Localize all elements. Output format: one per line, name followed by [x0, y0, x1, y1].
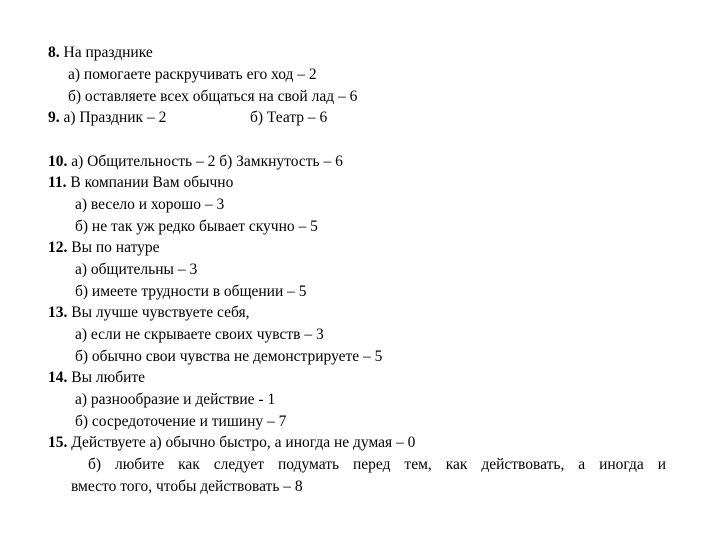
question-15	[48, 432, 415, 453]
question-8-option-b: б) оставляете всех общаться на свой лад – 6	[68, 88, 358, 105]
question-10-option-b: б) Замкнутость – 6	[219, 153, 343, 170]
question-12-option-a: а) общительны – 3	[75, 261, 198, 278]
question-text: На празднике	[63, 44, 153, 61]
question-11-option-a: а) весело и хорошо – 3	[75, 196, 225, 213]
question-13	[48, 302, 249, 323]
question-14-option-b: б) сосредоточение и тишину – 7	[75, 413, 287, 430]
question-14	[48, 367, 145, 388]
question-11-option-b: б) не так уж редко бывает скучно – 5	[75, 218, 318, 235]
question-text: В компании Вам обычно	[70, 174, 234, 191]
question-number: 13.	[48, 304, 68, 321]
question-10-option-a: а) Общительность – 2	[71, 153, 216, 170]
question-9-option-b: б) Театр – 6	[250, 109, 328, 126]
question-text: Вы лучше чувствуете себя,	[71, 304, 250, 321]
question-12	[48, 237, 160, 258]
question-14-option-a: а) разнообразие и действие - 1	[75, 391, 276, 408]
question-text: Действуете а) обычно быстро, а иногда не думая – 0	[71, 434, 416, 451]
question-text: Вы по натуре	[71, 239, 160, 256]
question-13-option-a: а) если не скрываете своих чувств – 3	[75, 326, 324, 343]
question-15-option-b-line-2: вместо того, чтобы действовать – 8	[71, 478, 303, 495]
question-9	[48, 107, 166, 128]
question-8	[48, 42, 153, 63]
question-10	[48, 151, 343, 172]
question-number: 10.	[48, 153, 68, 170]
question-8-option-a: а) помогаете раскручивать его ход – 2	[68, 66, 317, 83]
question-11	[48, 172, 233, 193]
question-13-option-b: б) обычно свои чувства не демонстрируете – 5	[75, 348, 383, 365]
question-12-option-b: б) имеете трудности в общении – 5	[75, 283, 307, 300]
question-number: 12.	[48, 239, 68, 256]
question-number: 8.	[48, 44, 60, 61]
question-number: 9.	[48, 109, 60, 126]
question-number: 11.	[48, 174, 67, 191]
question-9-option-a: а) Праздник – 2	[63, 109, 167, 126]
question-text: Вы любите	[71, 369, 146, 386]
question-number: 15.	[48, 434, 68, 451]
question-15-option-b-line-1: б) любите как следует подумать перед тем, как действовать, а иногда и	[88, 456, 666, 473]
question-number: 14.	[48, 369, 68, 386]
